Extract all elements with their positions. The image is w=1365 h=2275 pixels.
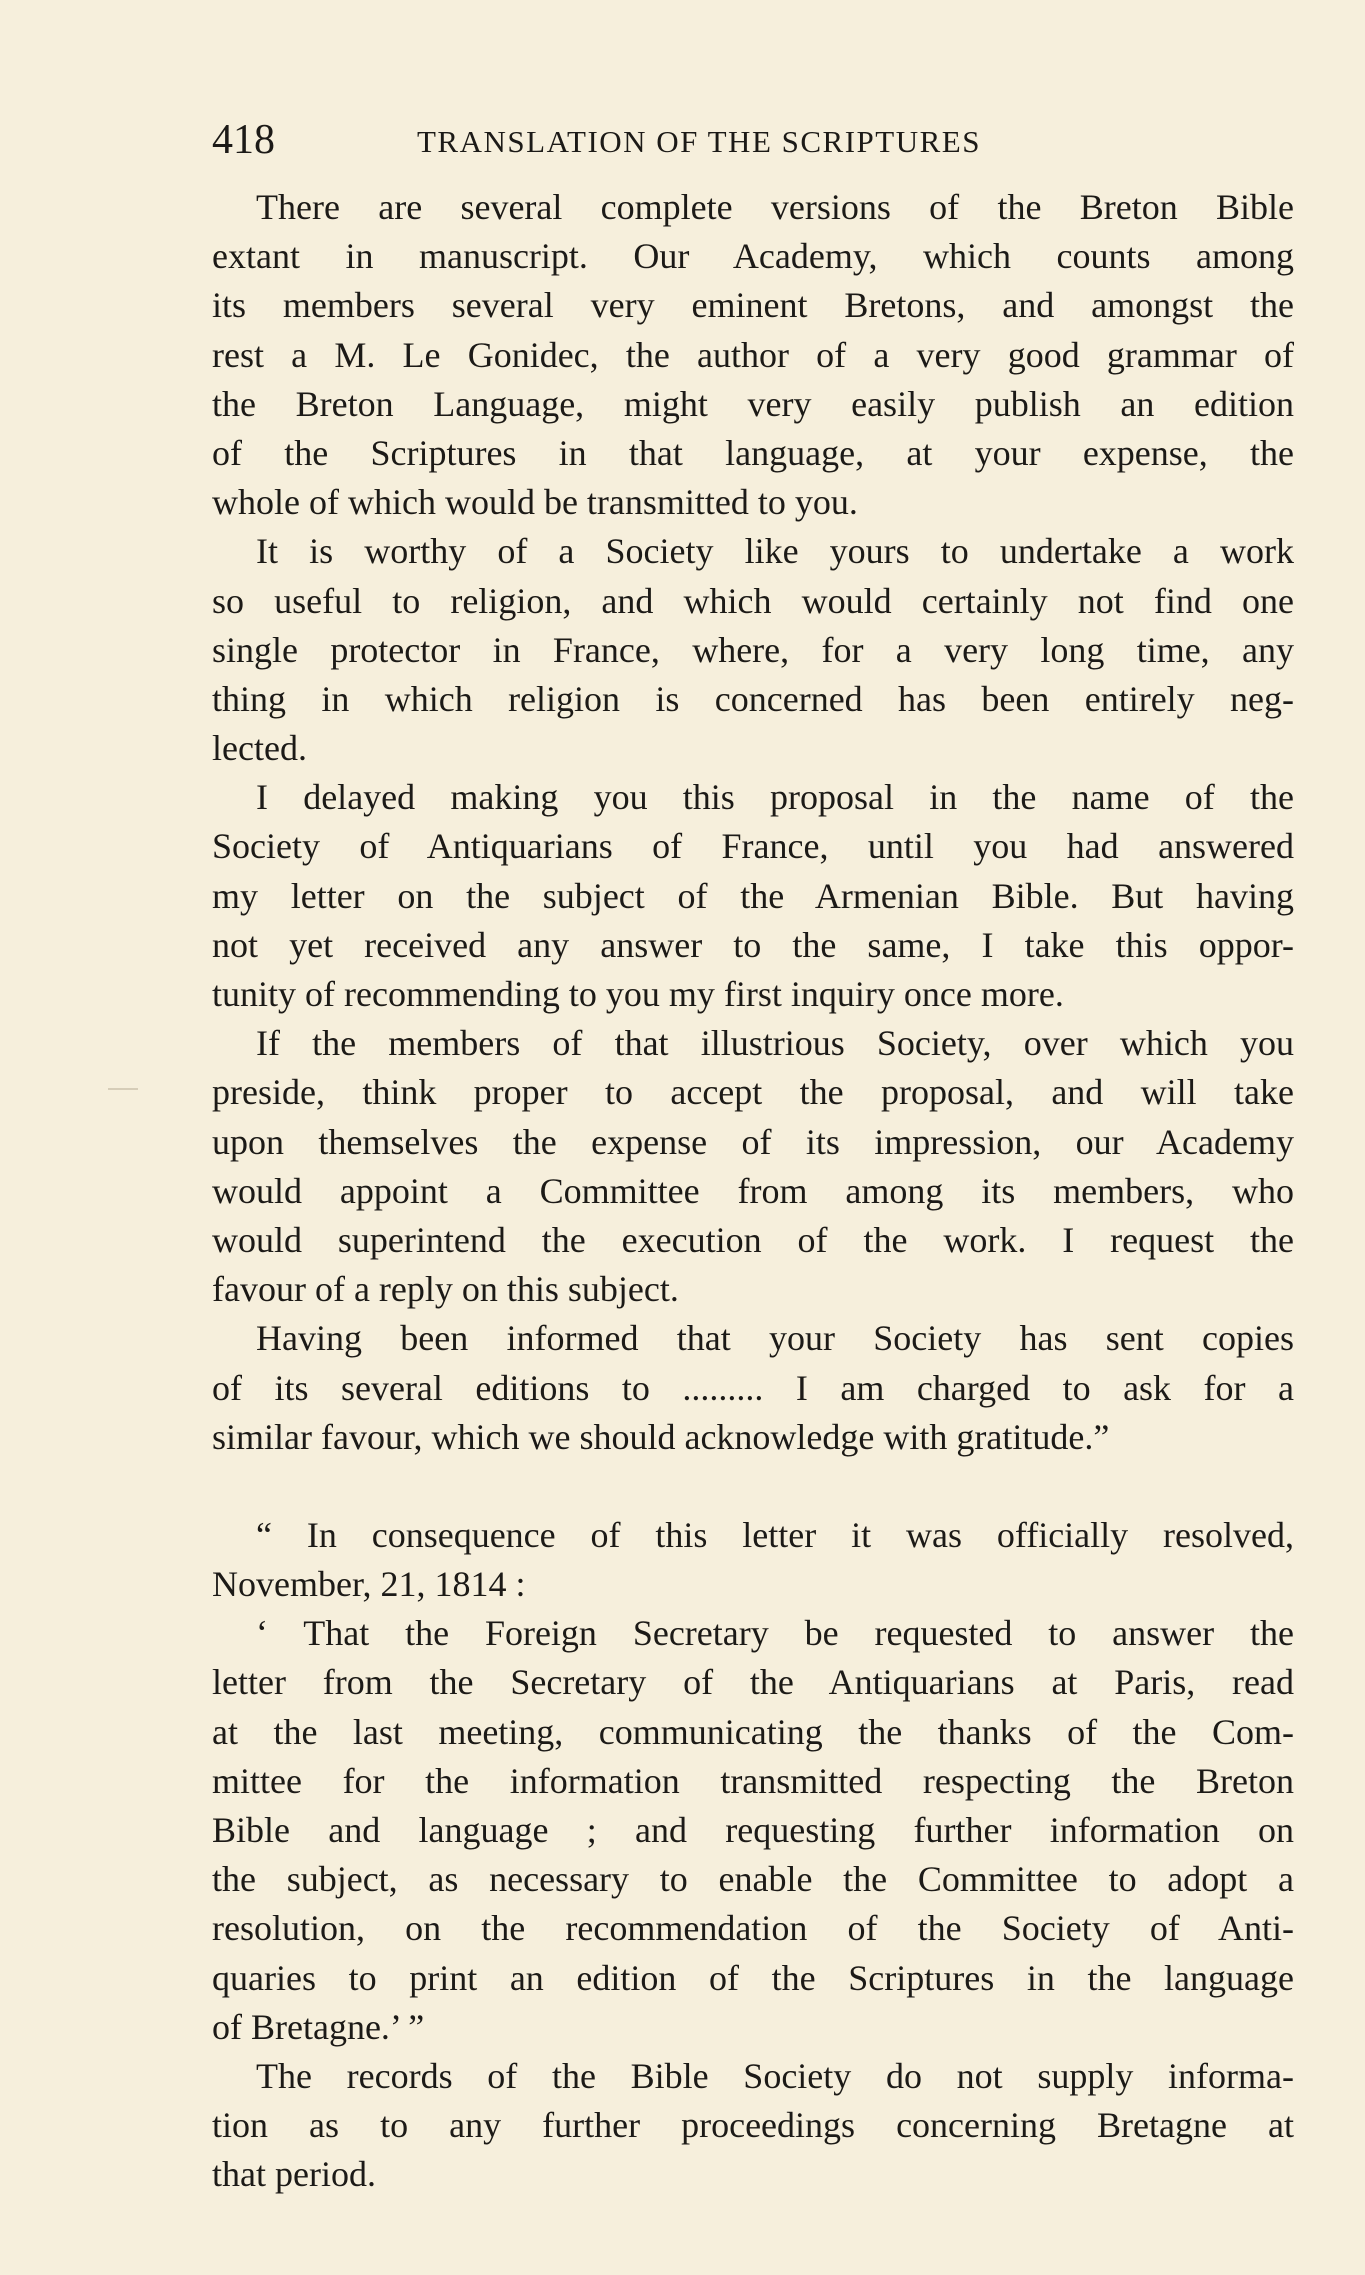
text-line: letter from the Secretary of the Antiquarians at Paris, read — [212, 1662, 1294, 1703]
text-line: upon themselves the expense of its impression, our Academy — [212, 1121, 1294, 1162]
text-line: the Breton Language, might very easily publish an edition — [212, 383, 1294, 424]
text-line: preside, think proper to accept the proposal, and will take — [212, 1072, 1294, 1113]
running-title: TRANSLATION OF THE SCRIPTURES — [417, 124, 981, 159]
text-line: my letter on the subject of the Armenian Bible. But having — [212, 875, 1294, 916]
text-line: “ In consequence of this letter it was officially resolved, — [256, 1514, 1294, 1555]
text-line: ‘ That the Foreign Secretary be requested to answer the — [256, 1613, 1294, 1654]
text-line: There are several complete versions of the Breton Bible — [256, 187, 1294, 227]
text-line: It is worthy of a Society like yours to undertake a work — [256, 531, 1294, 572]
text-line: Society of Antiquarians of France, until you had answered — [212, 826, 1294, 867]
text-line: I delayed making you this proposal in the name of the — [256, 777, 1294, 818]
page-header — [212, 112, 1292, 168]
text-line: that period. — [212, 2154, 376, 2195]
margin-mark — [108, 1088, 138, 1090]
text-line: Bible and language ; and requesting further information on — [212, 1810, 1294, 1850]
text-line: November, 21, 1814 : — [212, 1564, 526, 1605]
text-line: lected. — [212, 728, 307, 769]
page-number: 418 — [212, 117, 275, 163]
text-line: rest a M. Le Gonidec, the author of a very good grammar of — [212, 334, 1294, 375]
text-line: mittee for the information transmitted respecting the Breton — [212, 1760, 1294, 1801]
text-line: of Bretagne.’ ” — [212, 2006, 425, 2047]
text-line: its members several very eminent Bretons, and amongst the — [212, 285, 1294, 326]
text-line: Having been informed that your Society has sent copies — [256, 1318, 1294, 1359]
text-line: thing in which religion is concerned has been entirely neg- — [212, 678, 1294, 719]
text-line: tunity of recommending to you my first inquiry once more. — [212, 974, 1064, 1014]
text-line: whole of which would be transmitted to you. — [212, 482, 858, 523]
text-line: extant in manuscript. Our Academy, which counts among — [212, 236, 1294, 277]
text-line: would superintend the execution of the work. I request the — [212, 1219, 1294, 1260]
text-line: tion as to any further proceedings concerning Bretagne at — [212, 2105, 1294, 2146]
text-line: resolution, on the recommendation of the Society of Anti- — [212, 1908, 1294, 1949]
text-line: the subject, as necessary to enable the Committee to adopt a — [212, 1859, 1294, 1900]
text-line: The records of the Bible Society do not supply informa- — [256, 2055, 1294, 2096]
paragraph-gap — [212, 1462, 1294, 1511]
text-line: of the Scriptures in that language, at your expense, the — [212, 432, 1294, 473]
text-line: favour of a reply on this subject. — [212, 1269, 679, 1310]
text-line: would appoint a Committee from among its members, who — [212, 1170, 1294, 1211]
text-line: similar favour, which we should acknowledge with gratitude.” — [212, 1416, 1110, 1457]
body-text — [212, 183, 1294, 2200]
text-line: of its several editions to ......... I am charged to ask for a — [212, 1367, 1294, 1408]
text-line: single protector in France, where, for a very long time, any — [212, 629, 1294, 670]
text-line: not yet received any answer to the same, I take this oppor- — [212, 924, 1294, 965]
text-line: If the members of that illustrious Society, over which you — [256, 1023, 1294, 1064]
text-line: at the last meeting, communicating the thanks of the Com- — [212, 1711, 1294, 1752]
text-line: so useful to religion, and which would certainly not find one — [212, 580, 1294, 621]
text-line: quaries to print an edition of the Scriptures in the language — [212, 1957, 1294, 1998]
